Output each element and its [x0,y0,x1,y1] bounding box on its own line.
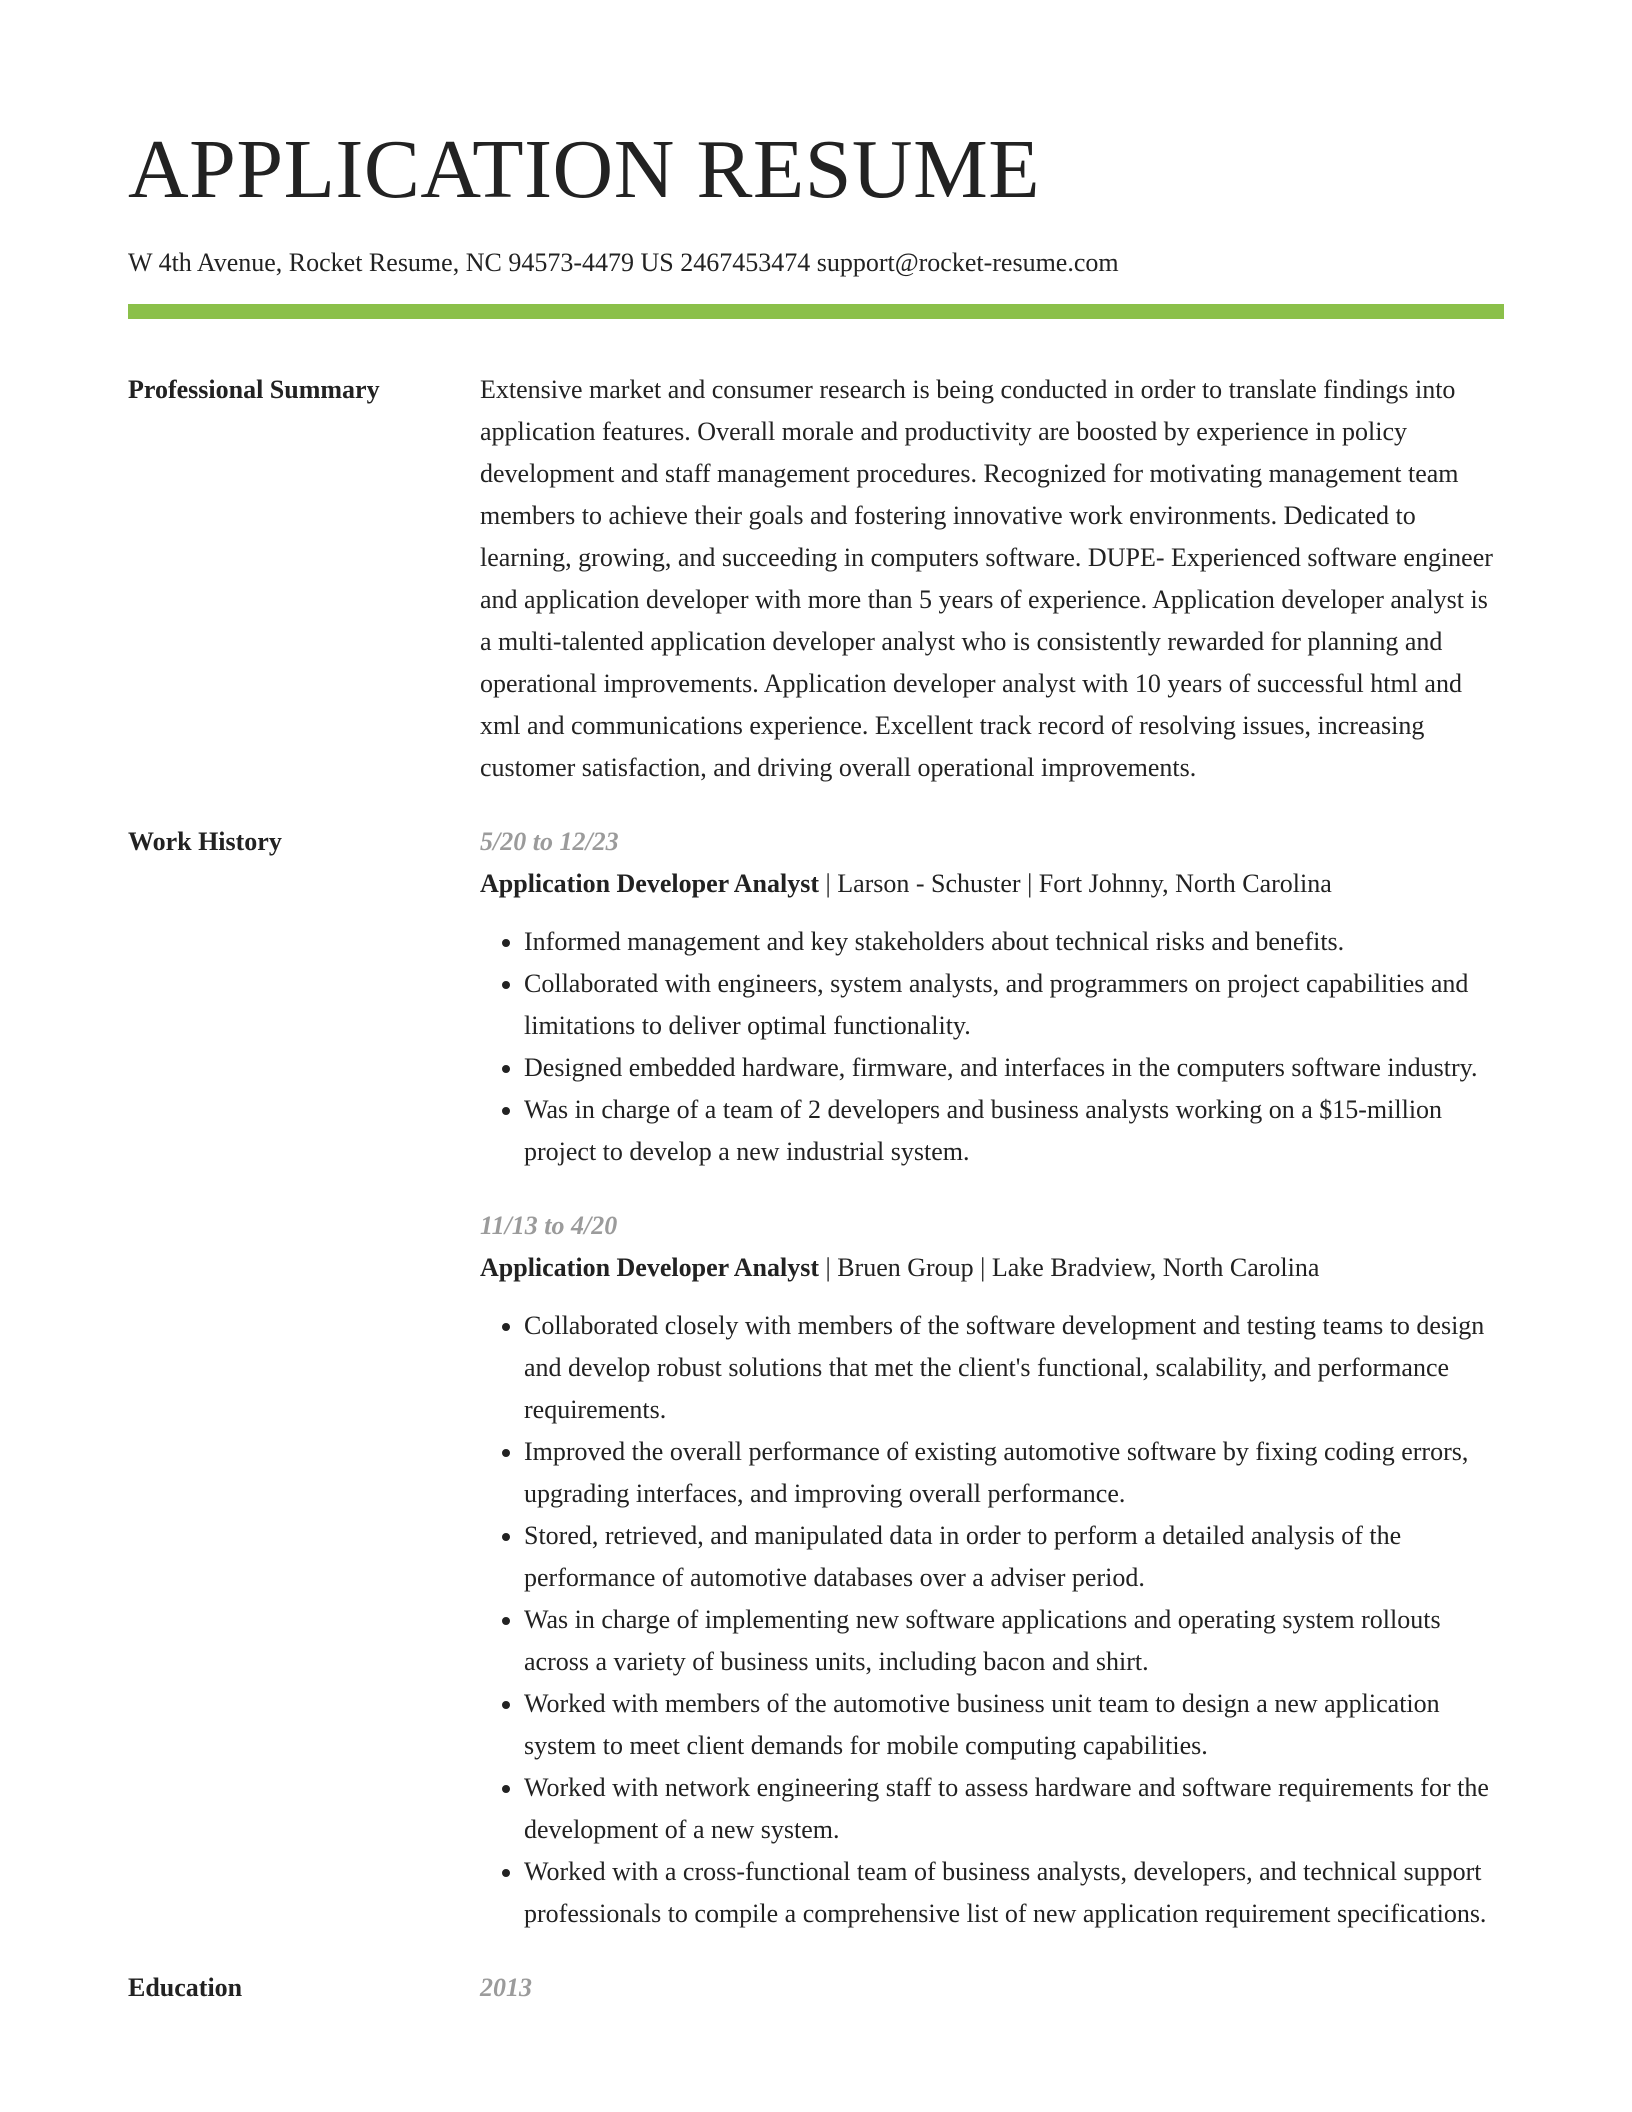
bullet-item: • Collaborated with engineers, system analysts, and programmers on project capabilities and limitations to deliver optimal functionality. [524,963,1504,1047]
bullet-item: • Improved the overall performance of existing automotive software by fixing coding errors, upgrading interfaces, and improving overall performance. [524,1431,1504,1515]
job-details: | Larson - Schuster | Fort Johnny, North Carolina [818,869,1332,898]
education-section [128,1967,1504,2009]
bullet-item: • Was in charge of implementing new software applications and operating system rollouts across a variety of business units, including bacon and shirt. [524,1599,1504,1683]
resume-page [128,0,1504,2009]
bullet-item: • Designed embedded hardware, firmware, and interfaces in the computers software industry. [524,1047,1504,1089]
bullet-item: • Worked with members of the automotive business unit team to design a new application system to meet client demands for mobile computing capabilities. [524,1683,1504,1767]
job-heading [480,863,1504,905]
job-details: | Bruen Group | Lake Bradview, North Carolina [818,1253,1320,1282]
job-entry [480,821,1504,1173]
job-bullets [480,921,1504,1173]
section-body [480,821,1504,1935]
summary-text: Extensive market and consumer research is being conducted in order to translate findings into application features. Overall morale and productivity are boosted by experience in policy development and staff management procedures. Recognized for motivating management team members to achieve their goals and fostering innovative work environments. Dedicated to learning, growing, and succeeding in computers software. DUPE- Experienced software engineer and application developer with more than 5 years of experience. Application developer analyst is a multi-talented application developer analyst who is consistently rewarded for planning and operational improvements. Application developer analyst with 10 years of successful html and xml and communications experience. Excellent track record of resolving issues, increasing customer satisfaction, and driving overall operational improvements. [480,375,1493,782]
section-label: Education [128,1973,243,2002]
bullet-item: • Worked with network engineering staff to assess hardware and software requirements for the development of a new system. [524,1767,1504,1851]
job-dates: 11/13 to 4/20 [480,1211,618,1240]
accent-divider [128,304,1504,319]
bullet-item: • Stored, retrieved, and manipulated data in order to perform a detailed analysis of the performance of automotive databases over a adviser period. [524,1515,1504,1599]
job-title: Application Developer Analyst [480,869,819,898]
job-title: Application Developer Analyst [480,1253,819,1282]
section-label: Work History [128,827,282,856]
bullet-item: • Informed management and key stakeholders about technical risks and benefits. [524,921,1504,963]
education-date: 2013 [480,1973,532,2002]
section-body [480,369,1504,789]
section-body [480,1967,1504,2009]
bullet-item: • Was in charge of a team of 2 developers and business analysts working on a $15-million project to develop a new industrial system. [524,1089,1504,1173]
contact-line: W 4th Avenue, Rocket Resume, NC 94573-4479 US 2467453474 support@rocket-resume.com [128,248,1119,277]
professional-summary-section [128,369,1504,789]
job-dates: 5/20 to 12/23 [480,827,619,856]
job-bullets [480,1305,1504,1935]
resume-title: APPLICATION RESUME [128,123,1041,216]
bullet-item: • Collaborated closely with members of the software development and testing teams to design and develop robust solutions that met the client's functional, scalability, and performance requirements. [524,1305,1504,1431]
bullet-item: • Worked with a cross-functional team of business analysts, developers, and technical support professionals to compile a comprehensive list of new application requirement specifications. [524,1851,1504,1935]
job-entry [480,1205,1504,1935]
work-history-section [128,821,1504,1935]
section-label: Professional Summary [128,375,380,404]
job-heading [480,1247,1504,1289]
